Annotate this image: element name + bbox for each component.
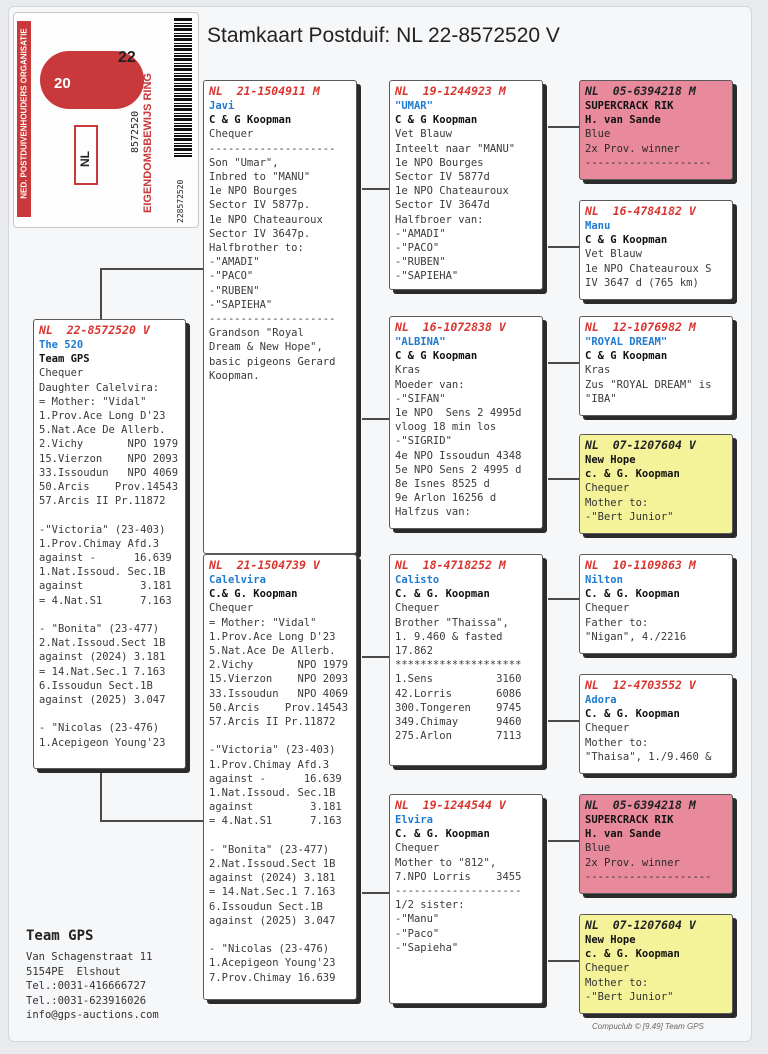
pigeon-name: Elvira (395, 814, 433, 826)
info-line: Dream & New Hope", (209, 341, 323, 354)
info-line: 1.Prov.Chimay Afd.3 (209, 758, 330, 771)
info-line: 15.Vierzon NPO 2093 (209, 673, 349, 686)
info-line: - "Nicolas (23-476) (209, 943, 330, 956)
info-line: Daughter Calelvira: (39, 381, 160, 394)
info-line: Zus "ROYAL DREAM" is (585, 378, 712, 391)
info-line: -"Bert Junior" (585, 510, 674, 523)
ring-number-header: NL 12-4703552 V (585, 678, 696, 692)
barcode-number: 228572520 (176, 179, 185, 223)
ring-number-header: NL 19-1244544 V (395, 798, 506, 812)
info-line: 1e NPO Bourges (395, 156, 484, 169)
connector (100, 268, 204, 270)
info-line: 2x Prov. winner (585, 856, 680, 869)
info-line: -"Manu" (395, 913, 440, 926)
info-line: "IBA" (585, 392, 617, 405)
contact-line: Tel.:0031-623916026 (26, 994, 147, 1007)
info-line: 33.Issoudun NPO 4069 (39, 466, 179, 479)
breeder-line: SUPERCRACK RIK (585, 814, 674, 826)
info-line: 7.Prov.Chimay 16.639 (209, 971, 336, 984)
info-line: 2x Prov. winner (585, 142, 680, 155)
ring-country: NL (78, 151, 92, 167)
info-line: -"AMADI" (395, 227, 446, 240)
info-line: Chequer (395, 602, 440, 615)
card-dss (579, 554, 733, 654)
card-dam-sire (389, 554, 543, 766)
info-line: basic pigeons Gerard (209, 355, 336, 368)
info-line: 2.Vichy NPO 1979 (39, 438, 179, 451)
info-line: 6.Issoudun Sect.1B (39, 679, 153, 692)
card-sss (579, 80, 733, 180)
info-line: against (2024) 3.181 (209, 872, 336, 885)
connector (362, 418, 390, 420)
info-line: 1.Nat.Issoud. Sec.1B (209, 787, 336, 800)
breeder-line: SUPERCRACK RIK (585, 100, 674, 112)
ring-number-header: NL 07-1207604 V (585, 438, 696, 452)
info-line: Chequer (585, 602, 630, 615)
info-line: Mother to: (585, 976, 649, 989)
info-line: Chequer (585, 482, 630, 495)
pigeon-name: Adora (585, 694, 617, 706)
info-line: 6.Issoudun Sect.1B (209, 900, 323, 913)
info-line: 1.Prov.Ace Long D'23 (209, 630, 336, 643)
breeder-line: Team GPS (39, 353, 90, 366)
info-line: 5e NPO Sens 2 4995 d (395, 463, 522, 476)
breeder-line: c. & G. Koopman (585, 468, 680, 481)
breeder-line: C. & G. Koopman (585, 588, 680, 601)
breeder-line: C.& G. Koopman (209, 588, 298, 601)
connector (100, 268, 102, 320)
info-line: against (2024) 3.181 (39, 651, 166, 664)
info-line: Blue (585, 128, 611, 141)
card-main-pigeon (33, 319, 186, 769)
info-line: vloog 18 min los (395, 421, 497, 434)
connector (548, 246, 580, 248)
card-dsd (579, 674, 733, 774)
info-line: 1e NPO Bourges (209, 185, 298, 198)
card-sdd (579, 434, 733, 534)
ownership-word: EIGENDOMSBEWIJS (142, 103, 154, 213)
breeder-name: Team GPS (26, 928, 94, 944)
info-line: = 14.Nat.Sec.1 7.163 (39, 665, 166, 678)
breeder-line: C & G Koopman (585, 234, 668, 247)
card-sire-dam (389, 316, 543, 529)
info-line: -------------------- (585, 870, 712, 883)
card-sire-sire (389, 80, 543, 290)
pigeon-name: Calisto (395, 574, 440, 586)
ring-number-header: NL 21-1504911 M (209, 84, 320, 98)
ring-number-header: NL 05-6394218 M (585, 798, 696, 812)
info-line: -"SIGRID" (395, 435, 452, 448)
ring-number: 8572520 (130, 110, 141, 153)
pigeon-name: Javi (209, 100, 235, 112)
info-line: Sector IV 3647p. (209, 227, 311, 240)
info-line: 57.Arcis II Pr.11872 (39, 495, 166, 508)
info-line (39, 508, 180, 522)
card-sire (203, 80, 357, 554)
info-line: Inteelt naar "MANU" (395, 142, 516, 155)
info-line: = Mother: "Vidal" (209, 616, 317, 629)
organisation-strip (17, 21, 31, 217)
info-line: 1e NPO Chateauroux (209, 213, 323, 226)
ownership-heading (142, 63, 158, 213)
pigeon-name: Calelvira (209, 574, 266, 586)
info-line: 7.NPO Lorris 3455 (395, 870, 522, 883)
info-line: -"PACO" (209, 270, 254, 283)
info-line: -"RUBEN" (395, 256, 446, 269)
info-line: Halfbroer van: (395, 213, 484, 226)
info-line: 349.Chimay 9460 (395, 716, 522, 729)
connector (548, 478, 580, 480)
contact-line: Tel.:0031-416666727 (26, 980, 147, 993)
info-line: Kras (395, 364, 421, 377)
info-line: Moeder van: (395, 378, 465, 391)
page-title: Stamkaart Postduif: NL 22-8572520 V (207, 24, 560, 47)
info-line: -------------------- (209, 313, 336, 326)
info-line: 1.Nat.Issoud. Sec.1B (39, 566, 166, 579)
breeder-line: C. & G. Koopman (395, 828, 490, 841)
info-line: "Nigan", 4./2216 (585, 630, 687, 643)
info-line: Chequer (585, 962, 630, 975)
pigeon-name: Nilton (585, 574, 623, 586)
breeder-line: C & G Koopman (395, 350, 478, 363)
info-line: = 4.Nat.S1 7.163 (39, 594, 172, 607)
ring-number-header: NL 16-1072838 V (395, 320, 506, 334)
info-line: 1.Prov.Ace Long D'23 (39, 410, 166, 423)
ring-number-header: NL 05-6394218 M (585, 84, 696, 98)
info-line: IV 3647 d (765 km) (585, 276, 699, 289)
pigeon-name: The 520 (39, 339, 84, 351)
info-line: 42.Lorris 6086 (395, 687, 522, 700)
info-line: 15.Vierzon NPO 2093 (39, 452, 179, 465)
ring-number-header: NL 21-1504739 V (209, 558, 320, 572)
breeder-contact (26, 928, 159, 1023)
info-line: Chequer (209, 128, 254, 141)
breeder-line: C & G Koopman (395, 114, 478, 127)
info-line: 1. 9.460 & fasted (395, 630, 503, 643)
info-line: 1.Prov.Chimay Afd.3 (39, 537, 160, 550)
info-line: Halfzus van: (395, 506, 471, 519)
card-dam-dam (389, 794, 543, 1004)
info-line: -"AMADI" (209, 256, 260, 269)
info-line: Sector IV 5877p. (209, 199, 311, 212)
connector (100, 768, 102, 822)
info-line: Chequer (209, 602, 254, 615)
info-line: -------------------- (209, 142, 336, 155)
barcode (174, 17, 192, 157)
pigeon-name: Manu (585, 220, 611, 232)
info-line: against 3.181 (39, 580, 172, 593)
breeder-line: C. & G. Koopman (395, 588, 490, 601)
info-line: Chequer (585, 722, 630, 735)
info-line: Father to: (585, 616, 649, 629)
info-line: Grandson "Royal (209, 327, 304, 340)
info-line: 1e NPO Sens 2 4995d (395, 407, 522, 420)
info-line: 1.Sens 3160 (395, 673, 522, 686)
info-line: 2.Vichy NPO 1979 (209, 659, 349, 672)
connector (548, 126, 580, 128)
info-line: -"Bert Junior" (585, 990, 674, 1003)
ring-number-header: NL 07-1207604 V (585, 918, 696, 932)
breeder-line: New Hope (585, 454, 636, 466)
info-line: = 14.Nat.Sec.1 7.163 (209, 886, 336, 899)
info-line: -"SIFAN" (395, 392, 446, 405)
info-line: -"Sapieha" (395, 941, 459, 954)
info-line: 9e Arlon 16256 d (395, 492, 497, 505)
connector (100, 820, 204, 822)
info-line: = Mother: "Vidal" (39, 395, 147, 408)
info-line (209, 829, 351, 843)
email-link[interactable]: info@gps-auctions.com (26, 1009, 159, 1022)
card-ssd (579, 200, 733, 300)
software-credit: Compuclub © [9.49] Team GPS (592, 1022, 704, 1031)
info-line: - "Bonita" (23-477) (209, 843, 330, 856)
info-line (209, 729, 351, 743)
info-line: against (2025) 3.047 (39, 694, 166, 707)
breeder-line: c. & G. Koopman (585, 948, 680, 961)
breeder-line: C & G Koopman (585, 350, 668, 363)
info-line: 1.Acepigeon Young'23 (209, 957, 336, 970)
info-line: Blue (585, 842, 611, 855)
info-line: Inbred to "MANU" (209, 171, 311, 184)
organisation-name: NED. POSTDUIVENHOUDERS ORGANISATIE (19, 28, 29, 199)
info-line: -------------------- (395, 885, 522, 898)
info-line: - "Nicolas (23-476) (39, 722, 160, 735)
info-line: Brother "Thaissa", (395, 616, 509, 629)
info-line: 2.Nat.Issoud.Sect 1B (39, 637, 166, 650)
connector (548, 720, 580, 722)
info-line: 17.862 (395, 645, 433, 658)
info-line: -------------------- (585, 156, 712, 169)
connector (362, 656, 390, 658)
ring-word: RING (142, 73, 154, 101)
connector (548, 960, 580, 962)
info-line: Mother to: (585, 736, 649, 749)
info-line: ******************** (395, 659, 522, 672)
ring-year-right: 22 (118, 49, 136, 66)
ring-number-header: NL 18-4718252 M (395, 558, 506, 572)
info-line: -"Victoria" (23-403) (39, 523, 166, 536)
info-line: 1e NPO Chateauroux S (585, 262, 712, 275)
info-line (39, 707, 180, 721)
connector (548, 598, 580, 600)
info-line: Sector IV 3647d (395, 199, 490, 212)
info-line: -"PACO" (395, 242, 440, 255)
ring-ownership-label (13, 12, 199, 228)
info-line: -"Paco" (395, 927, 440, 940)
info-line: Kras (585, 364, 611, 377)
info-line: Vet Blauw (395, 128, 452, 141)
info-line: 50.Arcis Prov.14543 (39, 481, 179, 494)
info-line: Halfbrother to: (209, 242, 304, 255)
info-line: 5.Nat.Ace De Allerb. (209, 645, 336, 658)
breeder-line: New Hope (585, 934, 636, 946)
breeder-line: H. van Sande (585, 114, 661, 127)
info-line: = 4.Nat.S1 7.163 (209, 815, 342, 828)
info-line (209, 928, 351, 942)
info-line: 300.Tongeren 9745 (395, 701, 522, 714)
info-line: against - 16.639 (209, 772, 342, 785)
info-line: -"SAPIEHA" (395, 270, 459, 283)
contact-line: Van Schagenstraat 11 (26, 951, 153, 963)
info-line: "Thaisa", 1./9.460 & (585, 750, 712, 763)
info-line: - "Bonita" (23-477) (39, 623, 160, 636)
card-dds (579, 794, 733, 894)
info-line: 1/2 sister: (395, 899, 465, 912)
card-sds (579, 316, 733, 416)
info-line: 33.Issoudun NPO 4069 (209, 687, 349, 700)
info-line: against 3.181 (209, 801, 342, 814)
info-line: Mother to "812", (395, 856, 497, 869)
ring-number-header: NL 16-4784182 V (585, 204, 696, 218)
info-line: 1e NPO Chateauroux (395, 185, 509, 198)
pigeon-name: "UMAR" (395, 100, 433, 112)
ring-number-header: NL 12-1076982 M (585, 320, 696, 334)
info-line (39, 608, 180, 622)
info-line: 50.Arcis Prov.14543 (209, 701, 349, 714)
info-line: against (2025) 3.047 (209, 914, 336, 927)
info-line: Chequer (39, 367, 84, 380)
country-box (74, 125, 98, 185)
info-line: Chequer (395, 842, 440, 855)
info-line: against - 16.639 (39, 552, 172, 565)
breeder-line: C & G Koopman (209, 114, 292, 127)
card-ddd (579, 914, 733, 1014)
info-line: 57.Arcis II Pr.11872 (209, 716, 336, 729)
ring-number-header: NL 22-8572520 V (39, 323, 150, 337)
connector (548, 840, 580, 842)
info-line: Sector IV 5877d (395, 171, 490, 184)
info-line: 5.Nat.Ace De Allerb. (39, 424, 166, 437)
info-line: -"SAPIEHA" (209, 298, 273, 311)
ring-number-header: NL 19-1244923 M (395, 84, 506, 98)
info-line: 275.Arlon 7113 (395, 730, 522, 743)
info-line: 2.Nat.Issoud.Sect 1B (209, 858, 336, 871)
pigeon-name: "ALBINA" (395, 336, 446, 348)
contact-line: 5154PE Elshout (26, 965, 121, 978)
ring-year-left: 20 (54, 75, 71, 92)
connector (362, 188, 390, 190)
connector (548, 362, 580, 364)
info-line: Son "Umar", (209, 156, 279, 169)
breeder-line: H. van Sande (585, 828, 661, 841)
info-line: Vet Blauw (585, 248, 642, 261)
breeder-line: C. & G. Koopman (585, 708, 680, 721)
info-line: 4e NPO Issoudun 4348 (395, 449, 522, 462)
info-line: Koopman. (209, 369, 260, 382)
info-line: Mother to: (585, 496, 649, 509)
connector (362, 892, 390, 894)
pigeon-name: "ROYAL DREAM" (585, 336, 668, 348)
info-line: -"Victoria" (23-403) (209, 744, 336, 757)
ring-number-header: NL 10-1109863 M (585, 558, 696, 572)
info-line: -"RUBEN" (209, 284, 260, 297)
info-line: 1.Acepigeon Young'23 (39, 736, 166, 749)
info-line: 8e Isnes 8525 d (395, 478, 490, 491)
card-dam (203, 554, 357, 1000)
